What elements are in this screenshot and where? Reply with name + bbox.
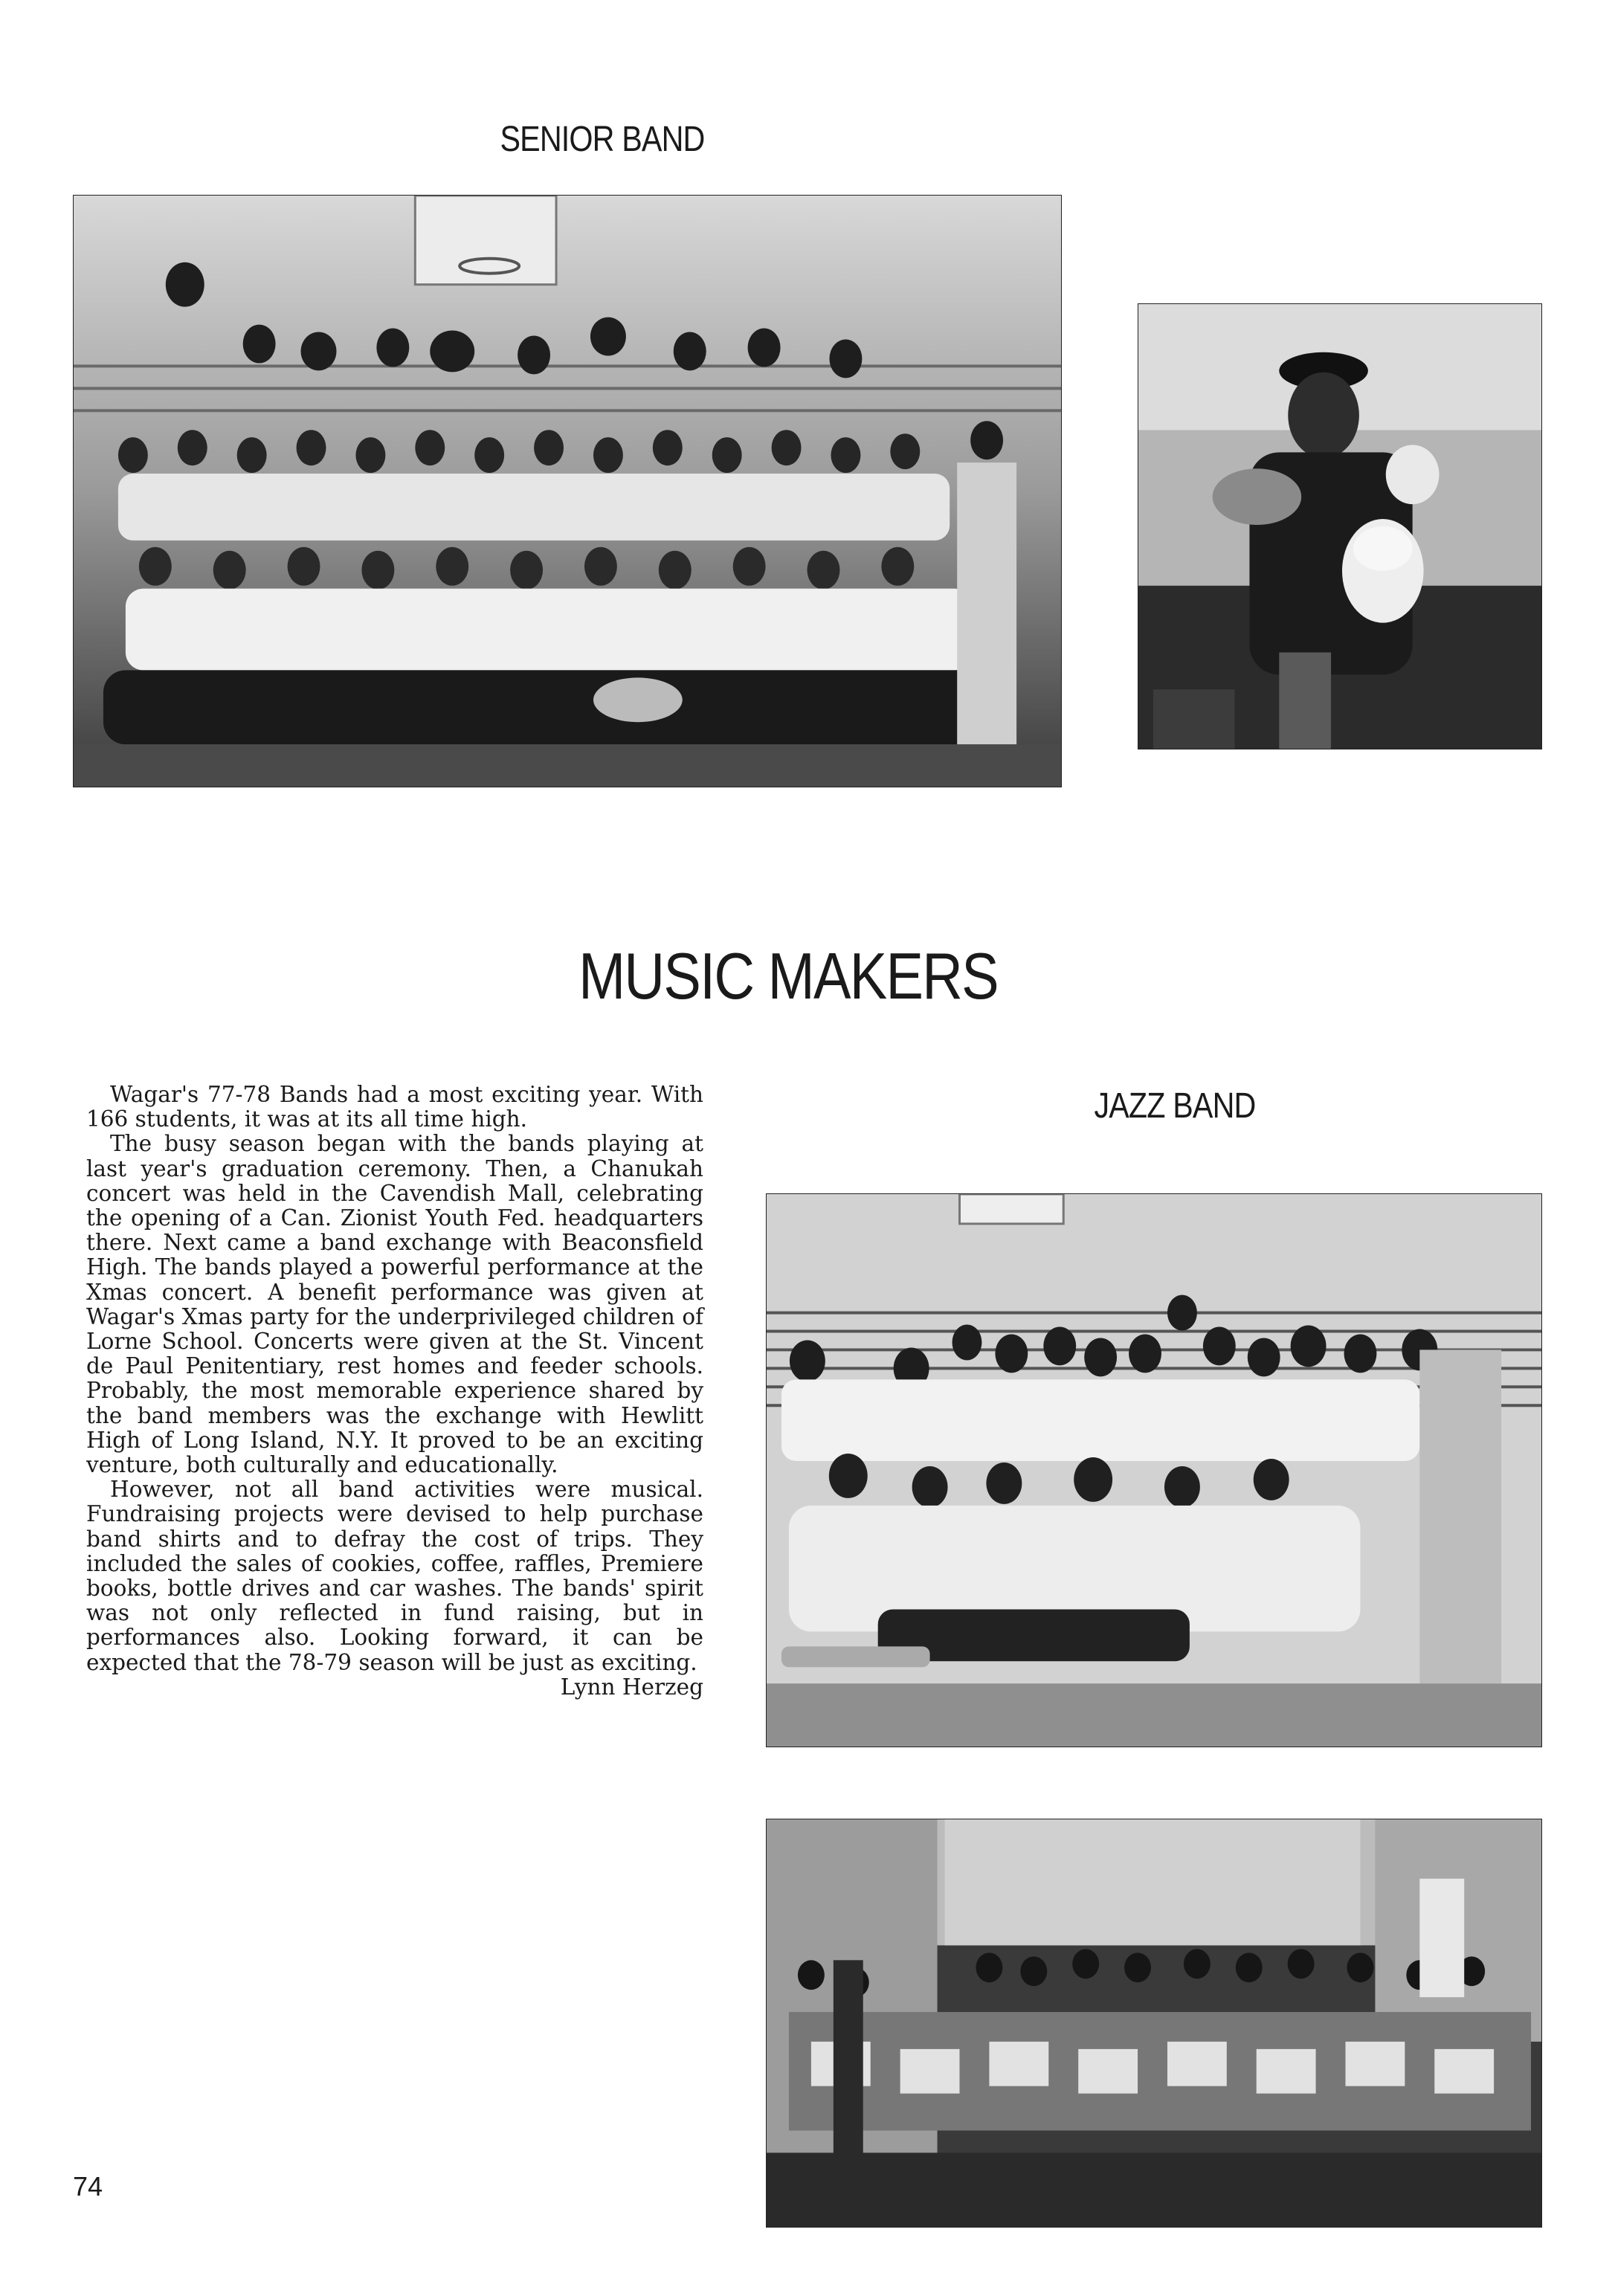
article-author: Lynn Herzeg [560,1674,703,1700]
jazz-band-photo [766,1193,1542,1747]
article-paragraph: However, not all band activities were musical. Fundraising projects were devised to help purchase band shirts and to defray the cost of trips. They included the sales of cookies, coffee, raffles, Premiere books, bottle drives and car washes. The bands' spirit was not only reflected in fund raising, but in performances also. Looking forward, it can be expected that the 78-79 season will be just as exciting. [86,1477,703,1675]
senior-band-title: SENIOR BAND [500,120,705,159]
jazz-band-title: JAZZ BAND [1094,1086,1256,1126]
concert-performance-photo [766,1819,1542,2228]
page-main-title: MUSIC MAKERS [578,939,998,1013]
article-body [86,1083,703,1700]
article-paragraph: Wagar's 77-78 Bands had a most exciting year. With 166 students, it was at its all time high. [86,1082,703,1132]
senior-band-photo [73,195,1062,787]
article-paragraph: The busy season began with the bands playing at last year's graduation ceremony. Then, a Chanukah concert was held in the Cavendish Mall, celebrating the opening of a Can. Zionist Youth Fed. headquarters there. Next came a band exchange with Beaconsfield High. The bands played a powerful performance at the Xmas concert. A benefit performance was given at Wagar's Xmas party for the underprivileged children of Lorne School. Concerts were given at the St. Vincent de Paul Penitentiary, rest homes and feeder schools. Probably, the most memorable experience shared by the band members was the exchange with Hewlitt High of Long Island, N.Y. It proved to be an exciting venture, both culturally and educationally. [86,1131,703,1478]
costume-characters-photo [1138,303,1542,749]
page-number: 74 [73,2171,103,2202]
